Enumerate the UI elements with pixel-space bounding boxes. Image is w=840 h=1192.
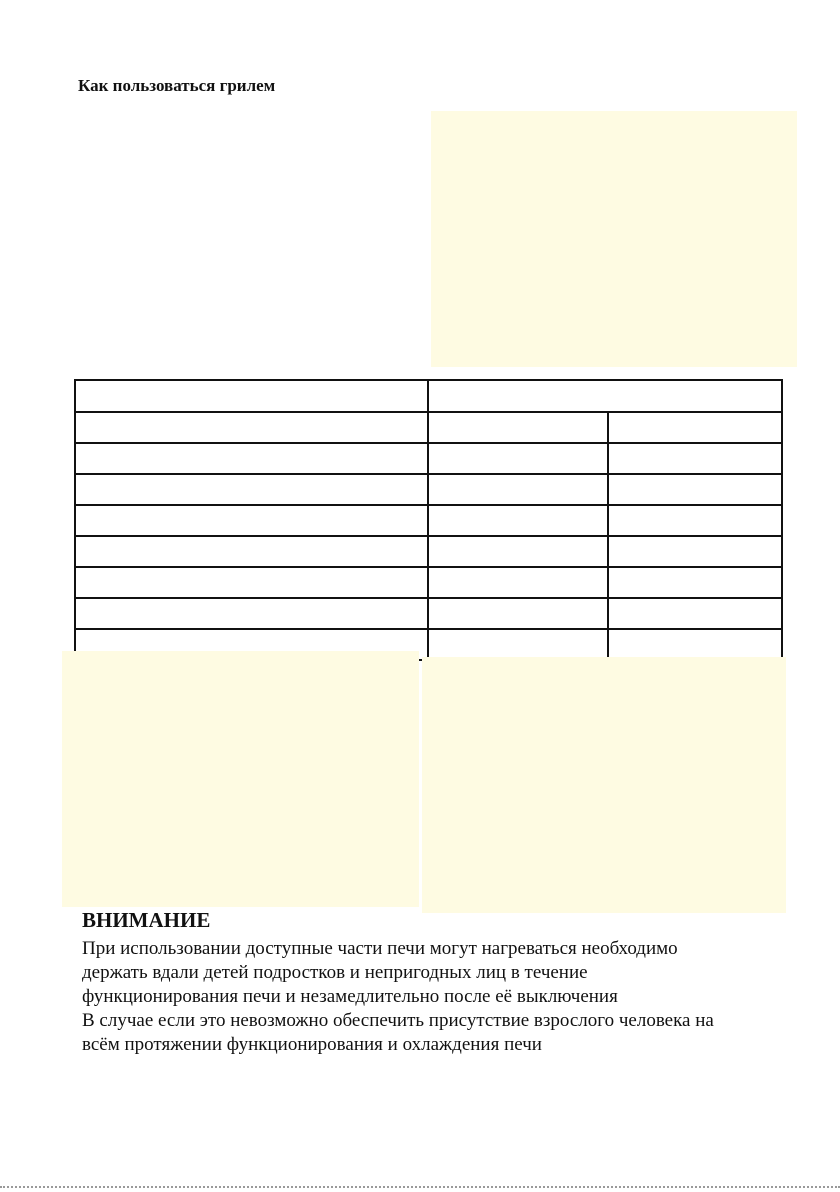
- table-cell: [428, 536, 608, 567]
- table-cell: [608, 505, 782, 536]
- warning-line: держать вдали детей подростков и непригодных лиц в течение: [82, 962, 588, 983]
- table-cell: [608, 474, 782, 505]
- table-cell: [608, 598, 782, 629]
- table-cell: [75, 443, 428, 474]
- table-cell: [428, 629, 608, 660]
- table-cell: [75, 474, 428, 505]
- warning-line: функционирования печи и незамедлительно после её выключения: [82, 986, 618, 1007]
- warning-text: [82, 937, 802, 1057]
- warning-line: всём протяжении функционирования и охлаждения печи: [82, 1034, 542, 1055]
- page-bottom-edge: [0, 1186, 840, 1188]
- table-cell: [428, 598, 608, 629]
- table-header-cell: [75, 380, 428, 412]
- table-row: [75, 536, 782, 567]
- table-row: [75, 412, 782, 443]
- page-title: Как пользоваться грилем: [78, 76, 276, 95]
- table-header-cell: [428, 380, 782, 412]
- table-cell: [608, 536, 782, 567]
- table-row: [75, 505, 782, 536]
- table-cell: [608, 567, 782, 598]
- table-cell: [608, 412, 782, 443]
- table-cell: [428, 443, 608, 474]
- table-row: [75, 443, 782, 474]
- warning-line: В случае если это невозможно обеспечить присутствие взрослого человека на: [82, 1010, 714, 1031]
- highlight-block-bottom-left: [62, 651, 419, 907]
- warning-line: При использовании доступные части печи могут нагреваться необходимо: [82, 938, 678, 959]
- table-cell: [75, 536, 428, 567]
- table-row: [75, 474, 782, 505]
- table-cell: [428, 412, 608, 443]
- table-cell: [608, 443, 782, 474]
- table-cell: [428, 567, 608, 598]
- table-cell: [75, 567, 428, 598]
- table-cell: [428, 474, 608, 505]
- highlight-block-top: [431, 111, 797, 367]
- table-cell: [75, 505, 428, 536]
- table-cell: [428, 505, 608, 536]
- table-cell: [608, 629, 782, 660]
- table-row: [75, 598, 782, 629]
- settings-table: [74, 379, 783, 661]
- table-row: [75, 567, 782, 598]
- warning-title: ВНИМАНИЕ: [82, 908, 211, 932]
- table-cell: [75, 598, 428, 629]
- highlight-block-bottom-right: [422, 657, 786, 913]
- table-header-row: [75, 380, 782, 412]
- table-cell: [75, 412, 428, 443]
